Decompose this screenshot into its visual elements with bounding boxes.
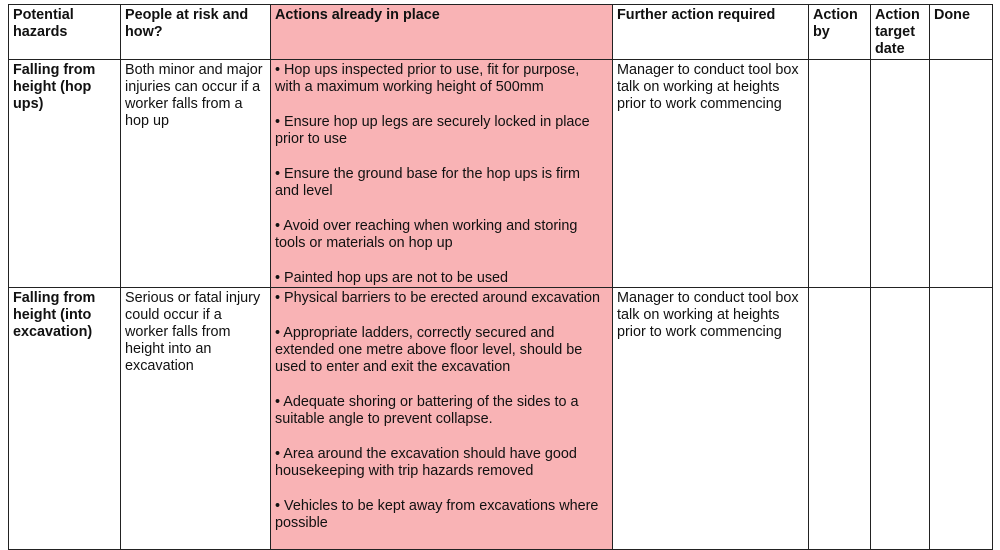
header-actions-in-place: Actions already in place	[271, 5, 613, 60]
further-action-cell: Manager to conduct tool box talk on working at heights prior to work commencing	[613, 288, 809, 550]
action-item: • Avoid over reaching when working and storing tools or materials on hop up	[275, 218, 578, 251]
action-item: • Physical barriers to be erected around excavation	[275, 290, 601, 306]
hazard-cell: Falling from height (into excavation)	[9, 288, 121, 550]
header-action-by: Action by	[809, 5, 871, 60]
table-row	[9, 60, 993, 288]
action-by-cell	[809, 288, 871, 550]
done-cell	[930, 288, 993, 550]
people-at-risk-cell: Serious or fatal injury could occur if a worker falls from height into an excavation	[121, 288, 271, 550]
people-at-risk-cell: Both minor and major injuries can occur if a worker falls from a hop up	[121, 60, 271, 288]
header-action-target-date: Action target date	[871, 5, 930, 60]
header-potential-hazards: Potential hazards	[9, 5, 121, 60]
action-by-cell	[809, 60, 871, 288]
table-header-row	[9, 5, 993, 60]
further-action-cell: Manager to conduct tool box talk on working at heights prior to work commencing	[613, 60, 809, 288]
hazard-cell: Falling from height (hop ups)	[9, 60, 121, 288]
done-cell	[930, 60, 993, 288]
header-people-at-risk: People at risk and how?	[121, 5, 271, 60]
action-item: • Hop ups inspected prior to use, fit for purpose, with a maximum working height of 500mm	[275, 62, 580, 95]
action-item: • Ensure the ground base for the hop ups is firm and level	[275, 166, 581, 199]
actions-in-place-cell	[271, 288, 613, 550]
action-item: • Ensure hop up legs are securely locked in place prior to use	[275, 114, 590, 147]
action-item: • Appropriate ladders, correctly secured and extended one metre above floor level, should be used to enter and exit the excavation	[275, 325, 583, 375]
action-target-date-cell	[871, 288, 930, 550]
action-item: • Area around the excavation should have good housekeeping with trip hazards removed	[275, 446, 577, 479]
table-row	[9, 288, 993, 550]
header-further-action: Further action required	[613, 5, 809, 60]
risk-assessment-table	[8, 4, 993, 550]
actions-in-place-cell	[271, 60, 613, 288]
action-item: • Vehicles to be kept away from excavations where possible	[275, 498, 599, 531]
header-done: Done	[930, 5, 993, 60]
action-item: • Painted hop ups are not to be used	[275, 270, 509, 286]
action-target-date-cell	[871, 60, 930, 288]
action-item: • Adequate shoring or battering of the sides to a suitable angle to prevent collapse.	[275, 394, 579, 427]
